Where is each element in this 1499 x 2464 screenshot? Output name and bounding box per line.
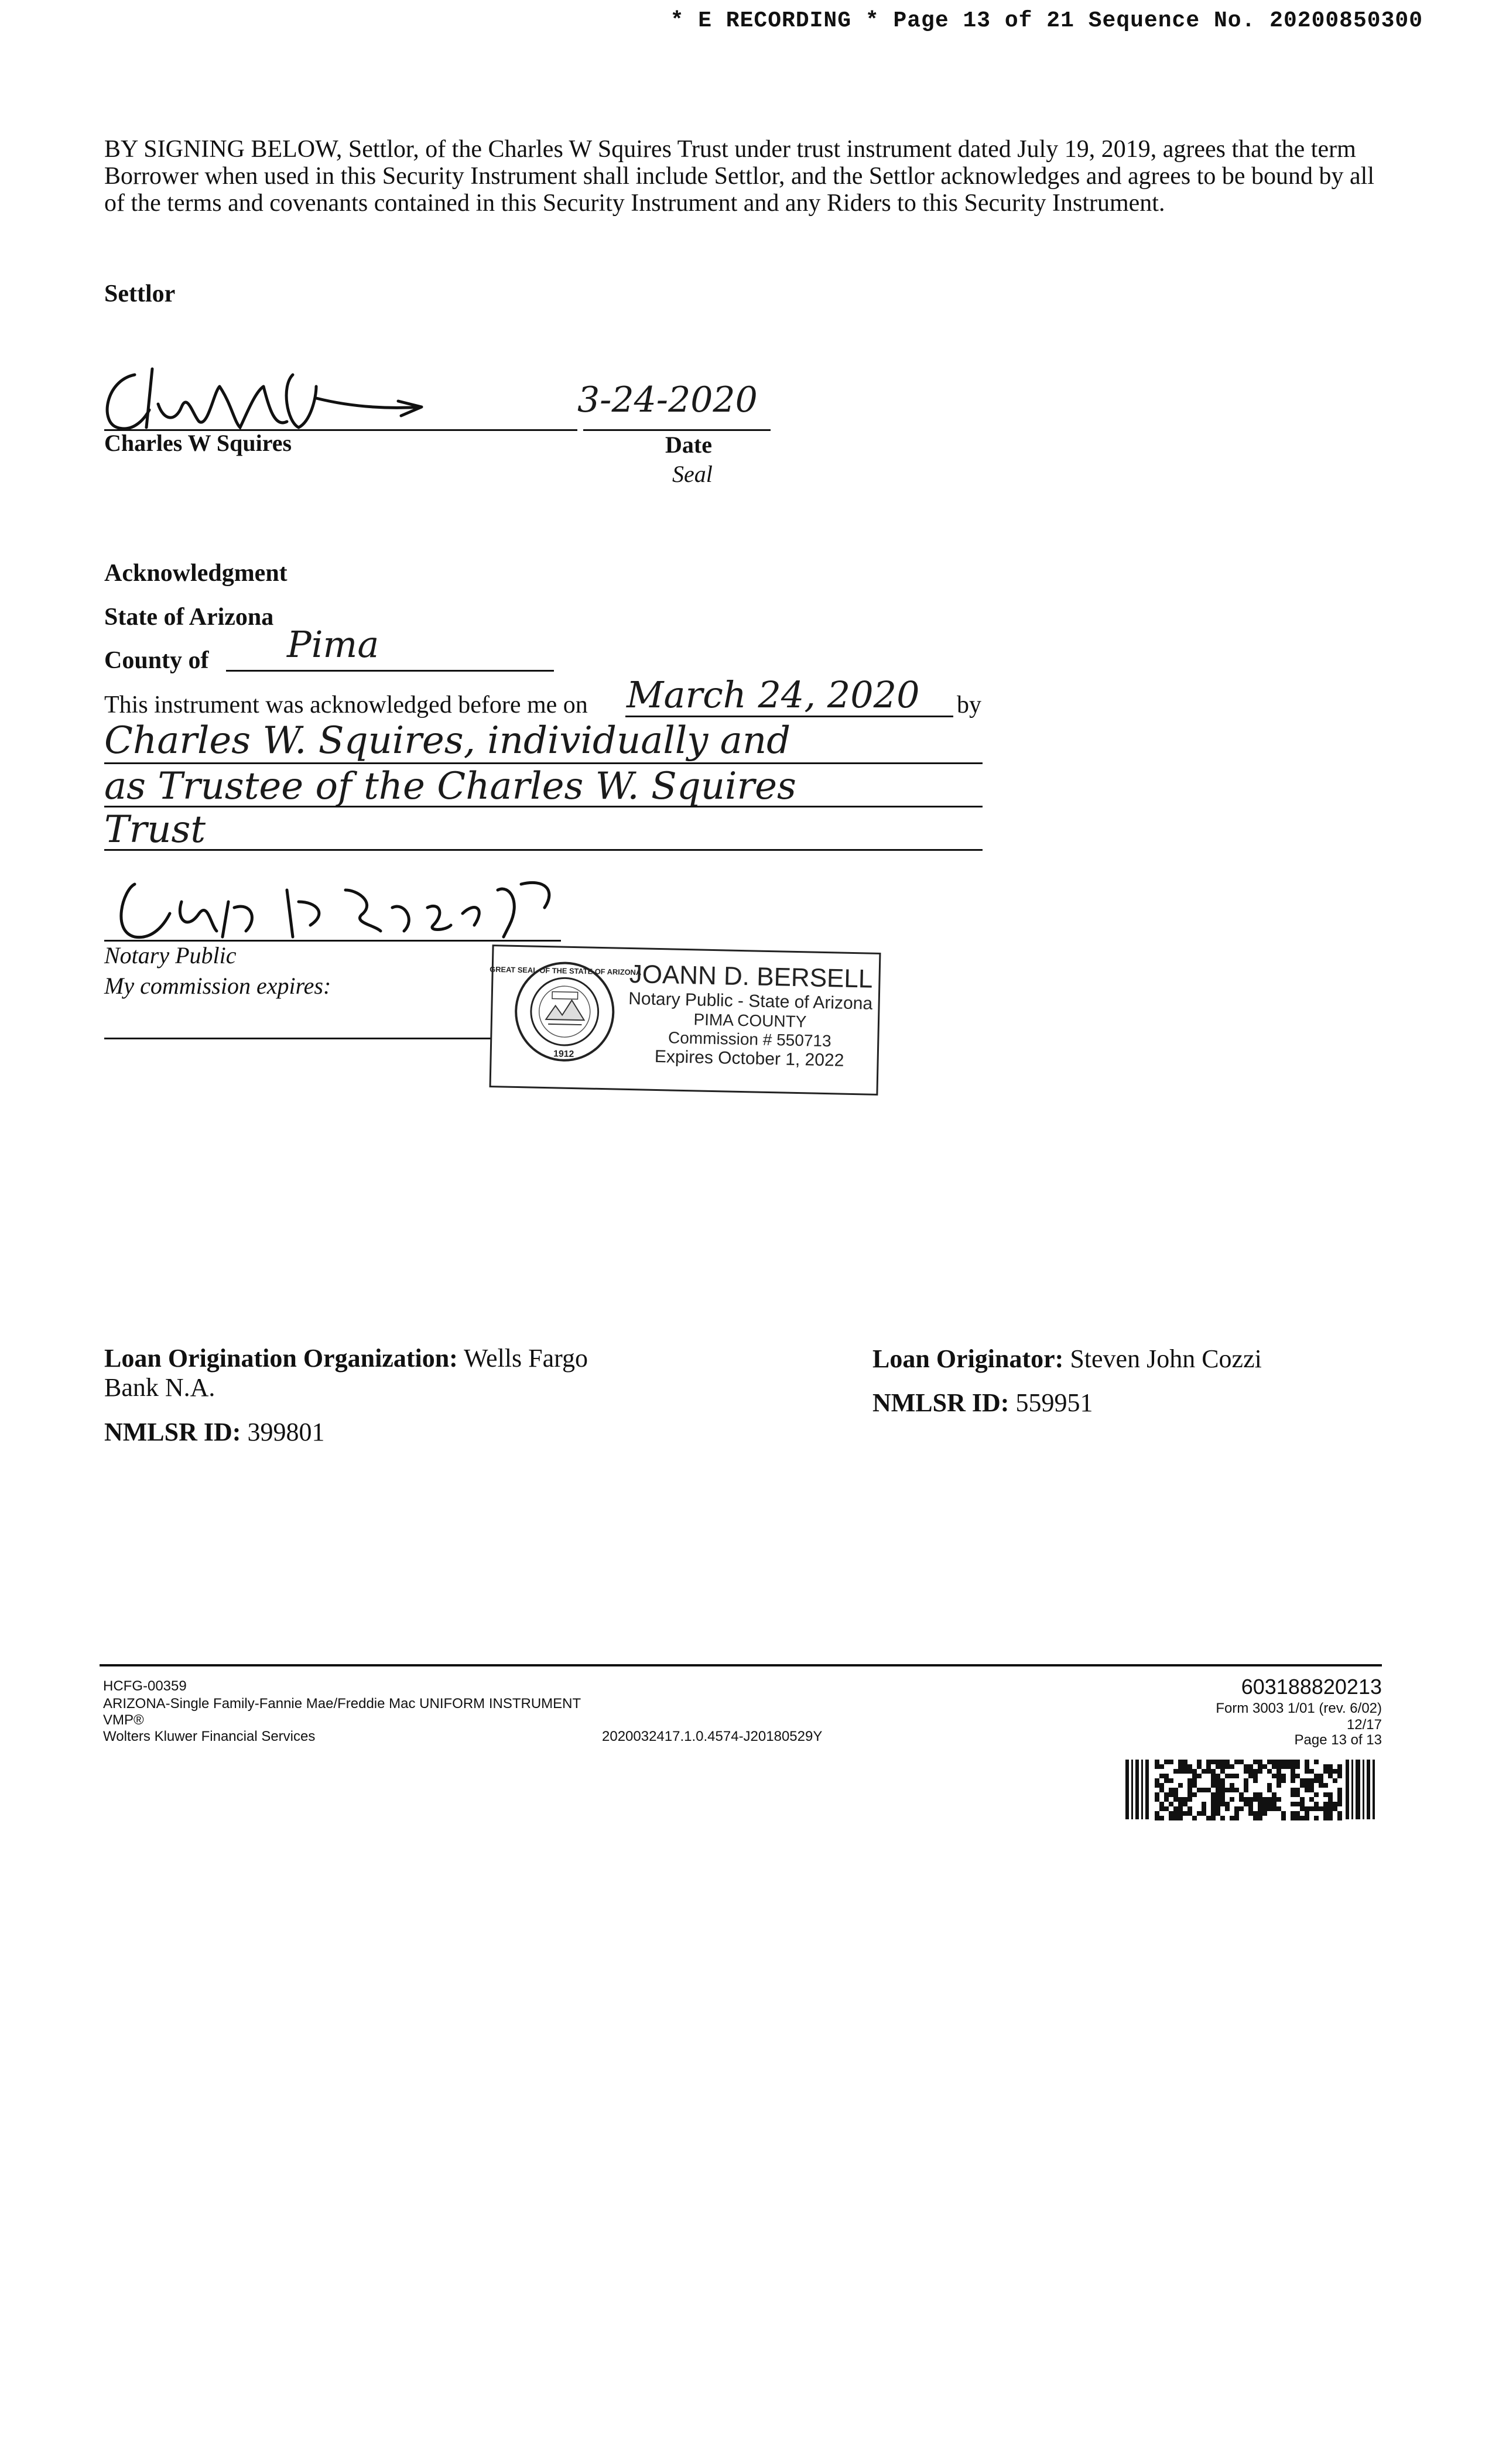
loan-org-label: Loan Origination Organization: xyxy=(104,1344,458,1373)
notary-stamp xyxy=(490,944,881,1096)
loan-org-nmlsr-value: 399801 xyxy=(247,1418,325,1446)
footer-loan-number: 603188820213 xyxy=(1241,1675,1382,1699)
loan-originator-nmlsr-label: NMLSR ID: xyxy=(872,1388,1009,1417)
footer-publisher: Wolters Kluwer Financial Services xyxy=(103,1729,316,1744)
loan-origination-organization xyxy=(104,1344,631,1402)
loan-originator-nmlsr xyxy=(872,1388,1093,1418)
ack-handwritten-line-3: Trust xyxy=(104,808,206,851)
seal-year: 1912 xyxy=(553,1049,574,1060)
ack-line-1 xyxy=(104,762,983,764)
stamp-text-block xyxy=(626,960,874,1072)
signer-name: Charles W Squires xyxy=(104,430,292,456)
barcode-icon xyxy=(1125,1760,1381,1819)
ack-text: This instrument was acknowledged before me on xyxy=(104,692,588,718)
loan-org-nmlsr-label: NMLSR ID: xyxy=(104,1418,241,1446)
seal-ring-text: GREAT SEAL OF THE STATE OF ARIZONA xyxy=(490,964,642,977)
footer-form-number: Form 3003 1/01 (rev. 6/02) xyxy=(1216,1700,1382,1716)
footer-code: HCFG-00359 xyxy=(103,1678,187,1694)
by-label: by xyxy=(957,692,981,718)
county-label: County of xyxy=(104,647,209,674)
county-handwritten: Pima xyxy=(287,623,379,666)
loan-org-nmlsr xyxy=(104,1417,324,1447)
notary-signature xyxy=(100,867,591,949)
settlor-handwritten-date: 3-24-2020 xyxy=(577,379,758,420)
footer-page-number: Page 13 of 13 xyxy=(1294,1732,1382,1748)
settlor-heading: Settlor xyxy=(104,280,176,307)
intro-paragraph: BY SIGNING BELOW, Settlor, of the Charles W Squires Trust under trust instrument dated July 19, 2019, agrees that the term Borrower when used in this Security Instrument shall include Settlor, and the Settlor acknowledges and agrees to be bound by all of the terms and covenants contained in this Security Instrument and any Riders to this Security Instrument. xyxy=(104,136,1374,217)
footer-rev-date: 12/17 xyxy=(1346,1717,1382,1733)
county-line xyxy=(226,670,554,672)
stamp-notary-name: JOANN D. BERSELL xyxy=(629,959,873,994)
acknowledgment-heading: Acknowledgment xyxy=(104,560,288,587)
ack-handwritten-line-2: as Trustee of the Charles W. Squires xyxy=(104,765,796,808)
seal-label: Seal xyxy=(672,461,713,487)
state-label: State of Arizona xyxy=(104,604,274,631)
date-label: Date xyxy=(665,432,712,458)
stamp-line-commission: Commission # 550713 xyxy=(668,1028,831,1050)
footer-rule xyxy=(100,1664,1382,1666)
loan-originator-value: Steven John Cozzi xyxy=(1070,1344,1262,1373)
stamp-line-expires: Expires October 1, 2022 xyxy=(654,1046,844,1070)
stamp-line-notary: Notary Public - State of Arizona xyxy=(628,988,873,1014)
stamp-line-county: PIMA COUNTY xyxy=(693,1010,807,1031)
footer-vmp: VMP® xyxy=(103,1712,144,1728)
ack-handwritten-date: March 24, 2020 xyxy=(627,673,920,716)
state-seal-icon xyxy=(490,959,642,1065)
ack-handwritten-line-1: Charles W. Squires, individually and xyxy=(104,719,791,762)
loan-originator-nmlsr-value: 559951 xyxy=(1015,1388,1093,1417)
loan-originator-label: Loan Originator: xyxy=(872,1344,1064,1373)
loan-originator xyxy=(872,1344,1262,1374)
ack-line-3 xyxy=(104,849,983,851)
loan-org-value: Wells Fargo Bank N.A. xyxy=(104,1344,588,1402)
notary-public-label: Notary Public xyxy=(104,942,237,969)
footer-form-line: ARIZONA-Single Family-Fannie Mae/Freddie Mac UNIFORM INSTRUMENT xyxy=(103,1696,581,1712)
ack-line-2 xyxy=(104,806,983,807)
commission-line xyxy=(104,1038,491,1039)
commission-expires-label: My commission expires: xyxy=(104,973,331,999)
recording-header: * E RECORDING * Page 13 of 21 Sequence No. 20200850300 xyxy=(670,8,1423,33)
ack-date-line xyxy=(625,716,953,717)
footer-doc-id: 2020032417.1.0.4574-J20180529Y xyxy=(602,1729,823,1744)
